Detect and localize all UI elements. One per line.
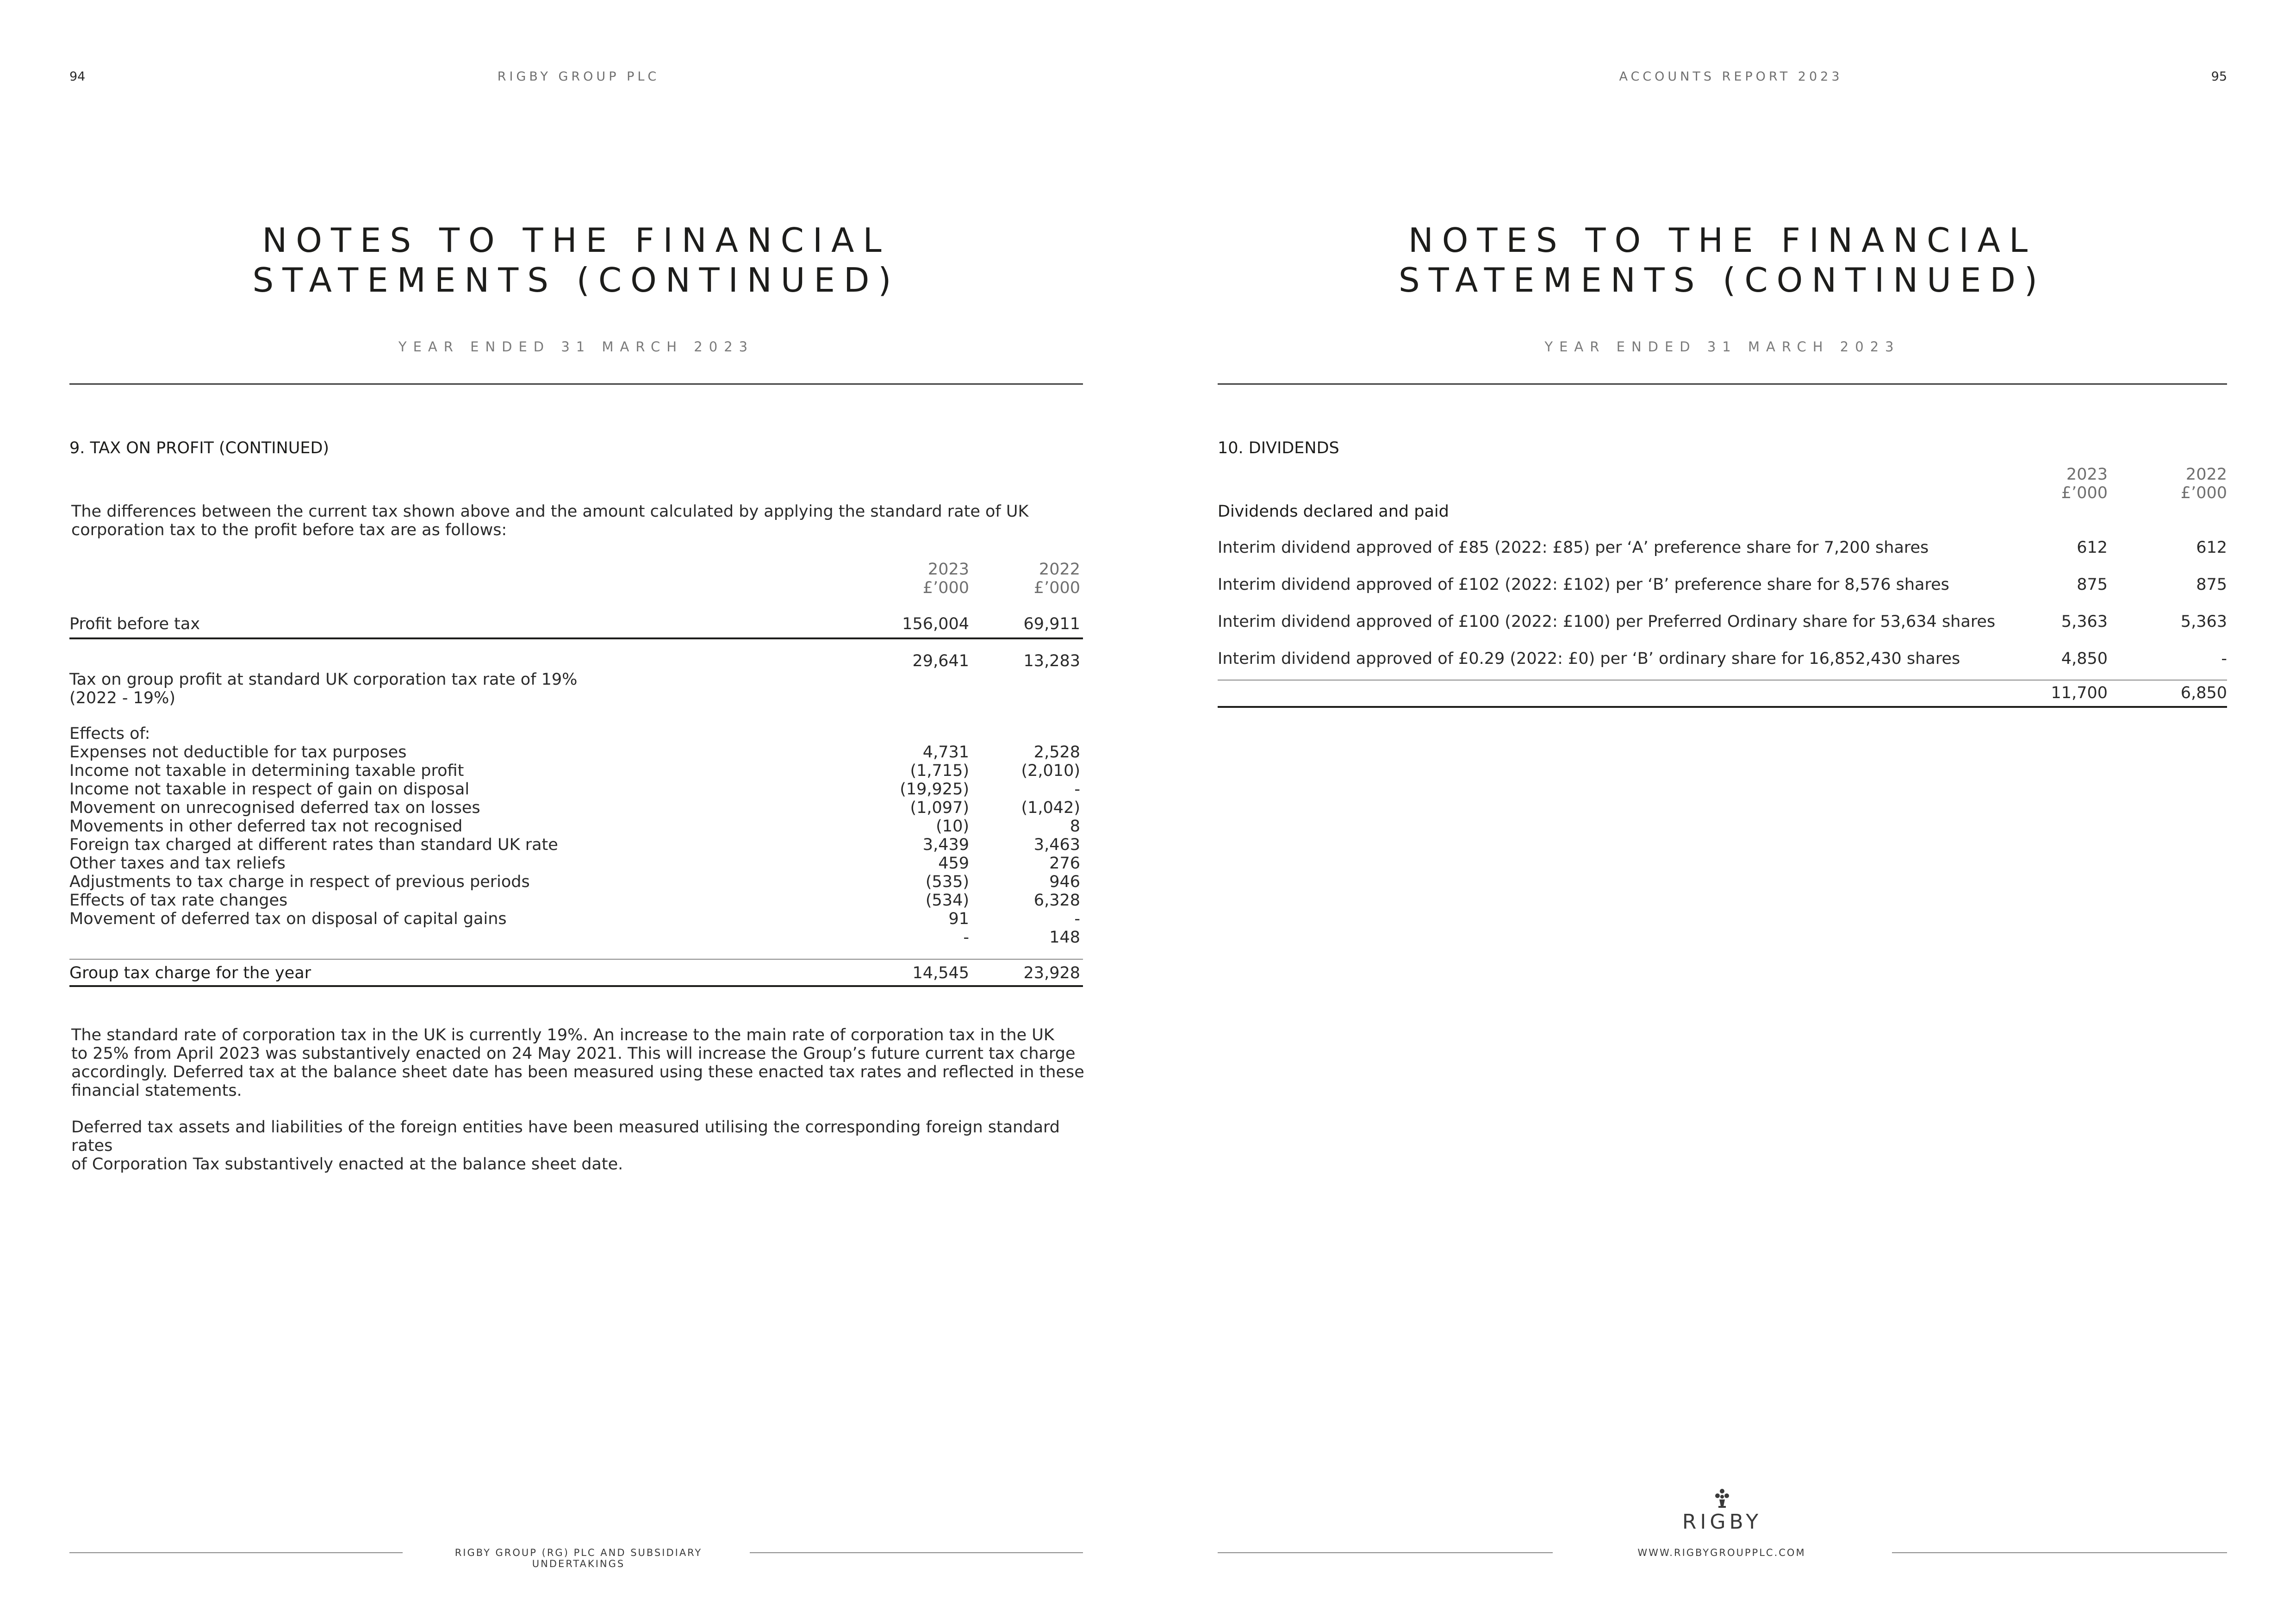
effect-row-2022: 946 [1049,873,1080,891]
effect-row-2023: 91 [948,910,969,928]
column-header-2023 [2009,465,2108,502]
section-heading: 10. DIVIDENDS [1218,439,1339,457]
profit-before-tax-label: Profit before tax [69,615,200,633]
dividend-row-label: Interim dividend approved of £100 (2022: £100) per Preferred Ordinary share for 53,634 shares [1218,612,1996,631]
effect-row-2023: (1,097) [910,799,969,817]
column-unit: £’000 [1033,579,1080,597]
group-tax-charge-label: Group tax charge for the year [69,964,311,982]
dividend-row-label: Interim dividend approved of £85 (2022: £85) per ‘A’ preference share for 7,200 shares [1218,538,1929,557]
effect-row-label: Adjustments to tax charge in respect of previous periods [69,873,530,891]
column-year: 2023 [2066,465,2108,484]
rigby-crest-icon [1708,1487,1736,1511]
group-tax-charge-2022: 23,928 [1023,964,1080,982]
effect-row-2022: 148 [1049,928,1080,947]
column-header-2022 [981,560,1080,597]
paragraph-line: Deferred tax assets and liabilities of the foreign entities have been measured utilising the corresponding foreign standard rates [71,1118,1060,1155]
page-number: 95 [2211,69,2227,84]
dividend-row-2023: 875 [2077,575,2108,594]
column-unit: £’000 [2180,484,2227,502]
effect-row-2023: (535) [925,873,969,891]
effect-row-2022: 3,463 [1033,836,1080,854]
intro-paragraph [71,502,1080,539]
dividends-total-2023: 11,700 [2051,684,2108,702]
effect-row-2023: 459 [938,854,969,873]
column-header-2022 [2128,465,2227,502]
page-footer: WWW.RIGBYGROUPPLC.COM [1637,1547,1806,1558]
row-divider [1218,706,2227,708]
dividend-row-2022: 5,363 [2180,612,2227,631]
label-line: (2022 - 19%) [69,689,176,707]
rigby-logo-text: RIGBY [1682,1510,1762,1534]
title-line-1: NOTES TO THE FINANCIAL [262,221,890,260]
header-divider [69,383,1083,385]
rate-note-paragraph [71,1026,1089,1100]
paragraph-line: of Corporation Tax substantively enacted at the balance sheet date. [71,1155,623,1174]
column-year: 2023 [927,560,969,579]
intro-line: corporation tax to the profit before tax are as follows: [71,521,507,539]
footer-rule-left [1218,1552,1553,1553]
header-divider [1218,383,2227,385]
dividend-row-2022: 612 [2196,538,2227,557]
effect-row-label: Effects of tax rate changes [69,891,288,910]
column-year: 2022 [1039,560,1080,579]
label-line: Tax on group profit at standard UK corporation tax rate of 19% [69,670,578,689]
effect-row-2022: 8 [1070,817,1080,836]
effect-row-2023: 4,731 [922,743,969,762]
effects-heading: Effects of: [69,725,150,743]
title-line-2: STATEMENTS (CONTINUED) [252,261,900,300]
effect-row-label: Movement on unrecognised deferred tax on losses [69,799,480,817]
title-line-1: NOTES TO THE FINANCIAL [1408,221,2037,260]
column-header-2023 [870,560,969,597]
paragraph-line: The standard rate of corporation tax in the UK is currently 19%. An increase to the main rate of corporation tax in the UK [71,1026,1054,1044]
dividend-row-2023: 4,850 [2061,650,2108,668]
effect-row-2022: (1,042) [1021,799,1080,817]
row-divider [69,985,1083,987]
effect-row-label: Other taxes and tax reliefs [69,854,286,873]
page-title [1218,220,2227,300]
section-heading: 9. TAX ON PROFIT (CONTINUED) [69,439,330,457]
effect-row-label: Movement of deferred tax on disposal of capital gains [69,910,507,928]
effect-row-2023: 3,439 [922,836,969,854]
page-subtitle: YEAR ENDED 31 MARCH 2023 [398,339,754,355]
paragraph-line: to 25% from April 2023 was substantively enacted on 24 May 2021. This will increase the Group’s future current tax charge [71,1044,1076,1063]
effect-row-2023: (19,925) [900,780,969,799]
dividend-row-2023: 5,363 [2061,612,2108,631]
effect-row-2023: (10) [936,817,969,836]
dividend-row-label: Interim dividend approved of £0.29 (2022: £0) per ‘B’ ordinary share for 16,852,430 shares [1218,650,1960,668]
deferred-tax-paragraph [71,1118,1089,1174]
column-unit: £’000 [2061,484,2108,502]
running-header: ACCOUNTS REPORT 2023 [1619,69,1843,84]
dividends-total-2022: 6,850 [2180,684,2227,702]
paragraph-line: accordingly. Deferred tax at the balance sheet date has been measured using these enacted tax rates and reflected in these [71,1063,1084,1081]
effect-row-2022: - [1074,910,1080,928]
page-subtitle: YEAR ENDED 31 MARCH 2023 [1544,339,1900,355]
effect-row-2023: (534) [925,891,969,910]
effect-row-label: Income not taxable in respect of gain on disposal [69,780,470,799]
effect-row-2023: (1,715) [910,762,969,780]
row-divider [69,637,1083,639]
dividend-row-2022: - [2221,650,2227,668]
profit-before-tax-2023: 156,004 [902,615,969,633]
row-divider [69,959,1083,960]
page-number: 94 [69,69,86,84]
dividend-row-2023: 612 [2077,538,2108,557]
effect-row-label: Foreign tax charged at different rates than standard UK rate [69,836,558,854]
tax-standard-rate-2022: 13,283 [1023,652,1080,670]
intro-line: The differences between the current tax shown above and the amount calculated by applying the standard rate of UK [71,502,1029,521]
page-footer: RIGBY GROUP (RG) PLC AND SUBSIDIARY UNDERTAKINGS [454,1547,703,1569]
tax-standard-rate-label [69,670,577,707]
title-line-2: STATEMENTS (CONTINUED) [1399,261,2046,300]
effect-row-2023: - [963,928,969,947]
effect-row-2022: 6,328 [1033,891,1080,910]
paragraph-line: financial statements. [71,1081,242,1100]
page-title [69,220,1083,300]
dividend-row-label: Interim dividend approved of £102 (2022: £102) per ‘B’ preference share for 8,576 shares [1218,575,1949,594]
footer-rule-left [69,1552,403,1553]
effect-row-2022: 276 [1049,854,1080,873]
row-divider [1218,680,2227,681]
tax-standard-rate-2023: 29,641 [912,652,969,670]
effect-row-2022: - [1074,780,1080,799]
effect-row-2022: 2,528 [1033,743,1080,762]
footer-rule-right [1892,1552,2227,1553]
effect-row-2022: (2,010) [1021,762,1080,780]
effect-row-label: Expenses not deductible for tax purposes [69,743,407,762]
running-header: RIGBY GROUP PLC [497,69,660,84]
column-year: 2022 [2185,465,2227,484]
column-unit: £’000 [922,579,969,597]
group-tax-charge-2023: 14,545 [912,964,969,982]
effect-row-label: Income not taxable in determining taxable profit [69,762,464,780]
dividends-subheading: Dividends declared and paid [1218,502,1449,521]
effect-row-label: Movements in other deferred tax not recognised [69,817,463,836]
profit-before-tax-2022: 69,911 [1023,615,1080,633]
footer-rule-right [750,1552,1083,1553]
dividend-row-2022: 875 [2196,575,2227,594]
